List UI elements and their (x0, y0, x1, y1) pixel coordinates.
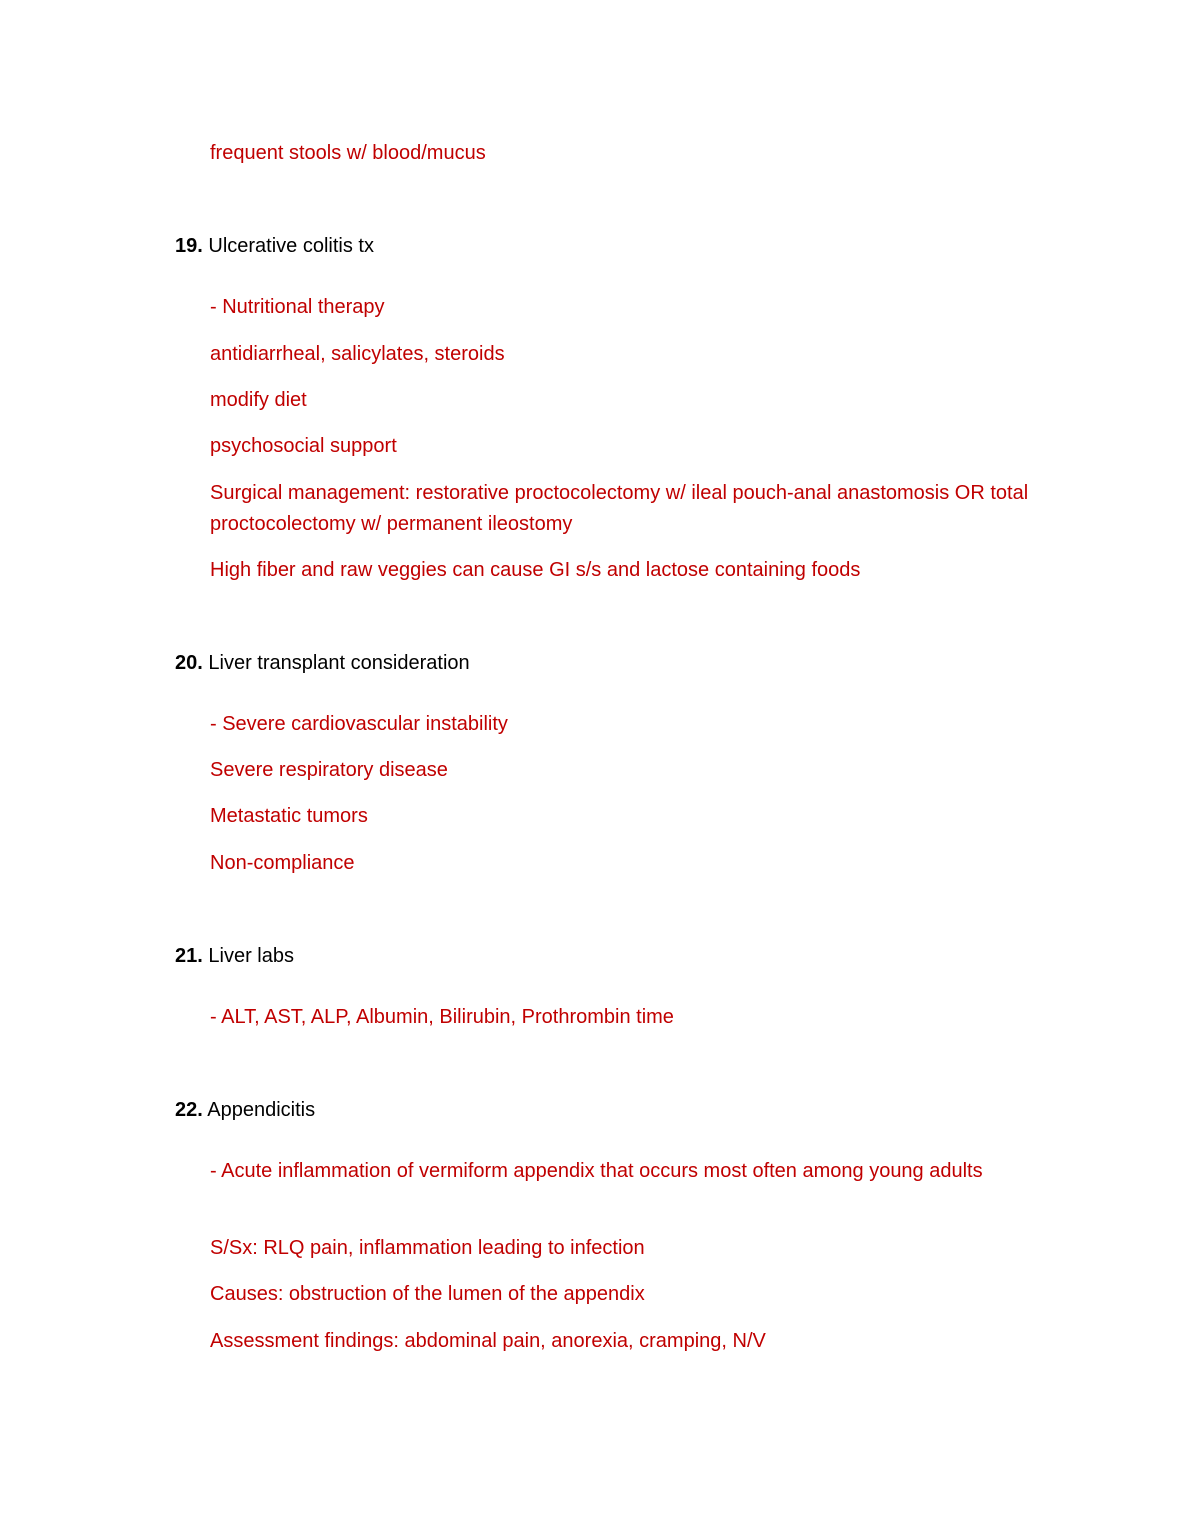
answer-line: Surgical management: restorative proctocolectomy w/ ileal pouch-anal anastomosis OR total proctocolectomy w/ permanent ileostomy (210, 482, 1029, 535)
answer-line: - Nutritional therapy (210, 296, 385, 318)
answer-line: antidiarrheal, salicylates, steroids (210, 343, 505, 365)
answer-line: Assessment findings: abdominal pain, anorexia, cramping, N/V (210, 1330, 766, 1352)
question-20 (175, 648, 470, 679)
question-19 (175, 231, 374, 262)
question-title: Appendicitis (207, 1099, 316, 1121)
answer-line: Causes: obstruction of the lumen of the appendix (210, 1283, 645, 1305)
question-number: 21. (175, 945, 203, 967)
question-number: 19. (175, 235, 203, 257)
intro-line: frequent stools w/ blood/mucus (210, 142, 486, 164)
answer-line: modify diet (210, 389, 307, 411)
question-21 (175, 941, 294, 972)
question-title: Liver labs (208, 945, 294, 967)
answer-line: Non-compliance (210, 852, 355, 874)
answer-line: Severe respiratory disease (210, 759, 448, 781)
question-number: 20. (175, 652, 203, 674)
answer-line: Metastatic tumors (210, 805, 368, 827)
answer-line: - ALT, AST, ALP, Albumin, Bilirubin, Prothrombin time (210, 1006, 674, 1028)
answer-line: - Severe cardiovascular instability (210, 713, 508, 735)
answer-line: High fiber and raw veggies can cause GI s/s and lactose containing foods (210, 559, 861, 581)
question-number: 22. (175, 1099, 203, 1121)
question-title: Ulcerative colitis tx (208, 235, 374, 257)
answer-line: - Acute inflammation of vermiform appendix that occurs most often among young adults (210, 1160, 983, 1182)
answer-line: S/Sx: RLQ pain, inflammation leading to infection (210, 1237, 645, 1259)
answer-line: psychosocial support (210, 435, 397, 457)
question-22 (175, 1095, 315, 1126)
question-title: Liver transplant consideration (208, 652, 470, 674)
